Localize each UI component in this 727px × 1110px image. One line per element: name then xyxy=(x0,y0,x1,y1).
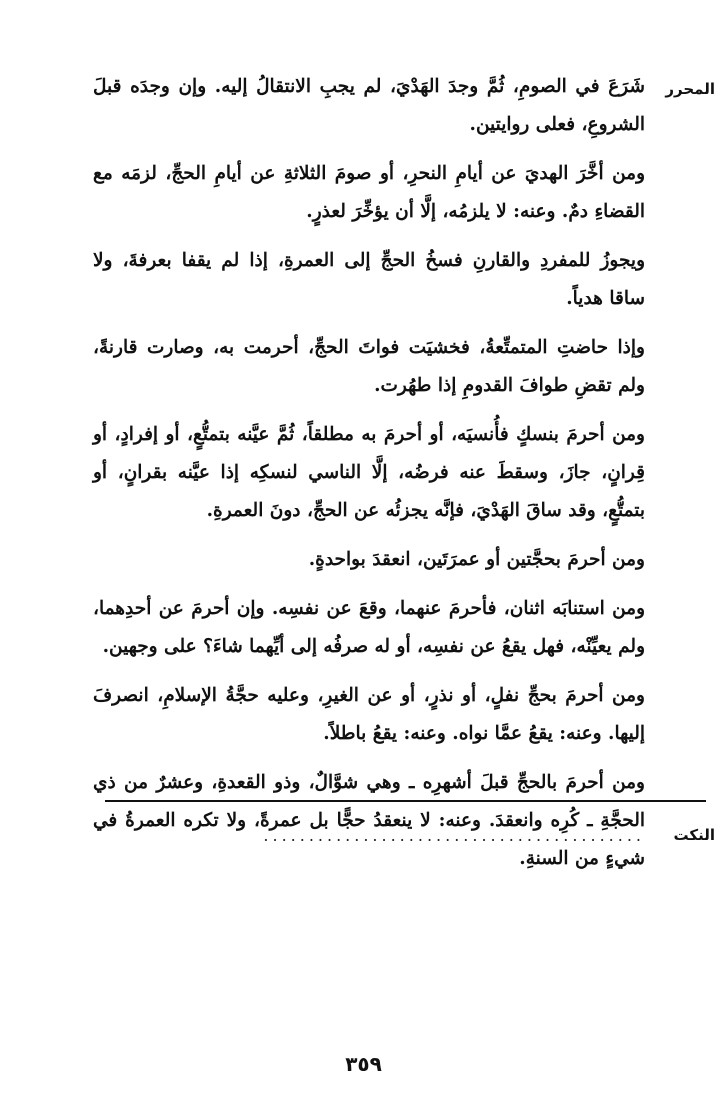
paragraph: ومن أحرمَ بحجِّ نفلٍ، أو نذرٍ، أو عن الغيرِ، وعليه حجَّةُ الإسلامِ، انصرفَ إليها. وعنه: يقعُ عمَّا نواه. وعنه: يقعُ باطلاً. xyxy=(93,685,645,744)
paragraph: ومن أخَّرَ الهديَ عن أيامِ النحرِ، أو صومَ الثلاثةِ عن أيامِ الحجِّ، لزمَه مع القضاءِ دمٌ. وعنه: لا يلزمُه، إلَّا أن يؤخِّرَ لعذرٍ. xyxy=(93,163,645,222)
notes-dotted-line: .......................................... xyxy=(263,826,645,845)
main-text-block xyxy=(93,68,645,889)
side-label-muharrar: المحرر xyxy=(665,80,715,98)
paragraph: ويجوزُ للمفردِ والقارنِ فسخُ الحجِّ إلى العمرةِ، إذا لم يقفا بعرفةَ، ولا ساقا هدياً. xyxy=(93,250,645,309)
paragraph: ومن أحرمَ بنسكٍ فأُنسيَه، أو أحرمَ به مطلقاً، ثُمَّ عيَّنه بتمتُّعٍ، أو إفرادٍ، أو قِرانٍ، جازَ، وسقطَ عنه فرضُه، إلَّا الناسي لنسكِه إذا عيَّنه بقرانٍ، أو بتمتُّعٍ، وقد ساقَ الهَدْيَ، فإنَّه يجزئُه عن الحجِّ، دونَ العمرةِ. xyxy=(93,424,645,521)
paragraph: وإذا حاضتِ المتمتِّعةُ، فخشيَت فواتَ الحجِّ، أحرمت به، وصارت قارنةً، ولم تقضِ طوافَ القدومِ إذا طهُرت. xyxy=(93,337,645,396)
paragraph: ومن استنابَه اثنان، فأحرمَ عنهما، وقعَ عن نفسِه. وإن أحرمَ عن أحدِهما، ولم يعيِّنْه، فهل يقعُ عن نفسِه، أو له صرفُه إلى أيِّهما شاءَ؟ على وجهين. xyxy=(93,598,645,657)
page-number: ٣٥٩ xyxy=(345,1052,382,1076)
side-label-nukat: النكت xyxy=(673,826,715,844)
paragraph: ومن أحرمَ بالحجِّ قبلَ أشهرِه ـ وهي شوَّالٌ، وذو القعدةِ، وعشرٌ من ذي الحجَّةِ ـ كُرِه وانعقدَ. وعنه: لا ينعقدُ حجًّا بل عمرةً، ولا تكره العمرةُ في شيءٍ من السنةِ. xyxy=(93,772,645,869)
paragraph: ومن أحرمَ بحجَّتين أو عمرَتَين، انعقدَ بواحدةٍ. xyxy=(308,549,645,570)
section-divider xyxy=(105,800,706,802)
paragraph: شَرَعَ في الصومِ، ثُمَّ وجدَ الهَدْيَ، لم يجبِ الانتقالُ إليه. وإن وجدَه قبلَ الشروعِ، فعلى روايتين. xyxy=(93,76,645,135)
